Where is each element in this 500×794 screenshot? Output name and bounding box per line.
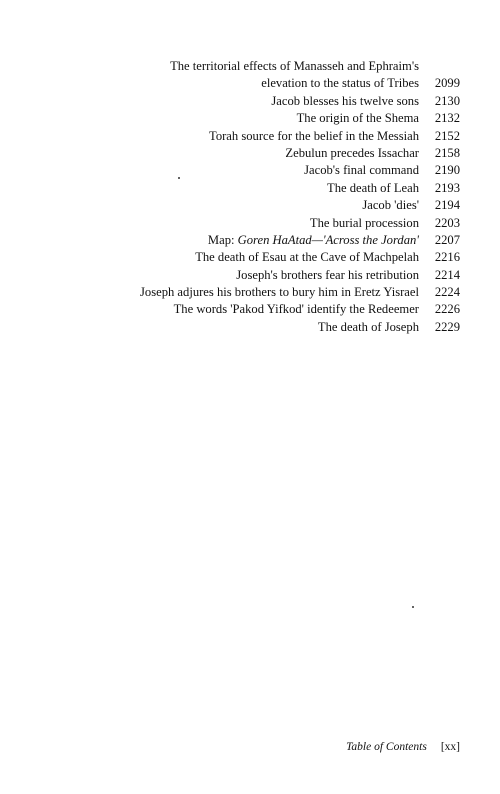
- toc-entry: [60, 145, 460, 162]
- toc-entry: [60, 180, 460, 197]
- toc-entry-page: 2152: [434, 128, 460, 143]
- toc-entry-title: Jacob's final command: [304, 163, 419, 178]
- toc-entry-page: 2216: [434, 250, 460, 265]
- toc-entry-page: 2193: [434, 180, 460, 195]
- toc-entry: [60, 197, 460, 214]
- toc-entry-page: 2203: [434, 215, 460, 230]
- toc-entry-title: Joseph's brothers fear his retribution: [236, 267, 419, 282]
- toc-entry-title: Joseph adjures his brothers to bury him in Eretz Yisrael: [140, 285, 419, 300]
- toc-entry-page: 2214: [434, 267, 460, 282]
- scan-speck: [412, 606, 414, 608]
- toc-entry: [60, 301, 460, 318]
- toc-entry-page: 2158: [434, 145, 460, 160]
- toc-entry-title: Torah source for the belief in the Messiah: [209, 128, 419, 143]
- toc-entry-title: The territorial effects of Manasseh and Ephraim's: [170, 59, 419, 73]
- toc-entry-title: The words 'Pakod Yifkod' identify the Redeemer: [173, 302, 419, 317]
- toc-entry-page: 2130: [434, 93, 460, 108]
- toc-entry-title: Zebulun precedes Issachar: [285, 145, 419, 160]
- toc-entry-title: Jacob blesses his twelve sons: [271, 93, 419, 108]
- toc-entry-page: 2226: [434, 302, 460, 317]
- toc-entry: [60, 232, 460, 249]
- toc-entry-title: The death of Esau at the Cave of Machpelah: [195, 250, 419, 265]
- toc-entry-page: 2207: [434, 232, 460, 247]
- toc-entry-title: The origin of the Shema: [296, 111, 419, 126]
- page-footer: [300, 741, 460, 753]
- toc-entry: [60, 284, 460, 301]
- toc-entry-title: [60, 232, 419, 249]
- scan-speck: [178, 177, 180, 179]
- toc-entry-page: 2190: [434, 163, 460, 178]
- toc-entry-page: 2194: [434, 198, 460, 213]
- page-number: [xx]: [440, 741, 460, 753]
- toc-entry-page: 2229: [434, 319, 460, 334]
- toc-entry-title: The death of Joseph: [317, 319, 419, 334]
- toc-entry-title-italic: Goren HaAtad—'Across the Jordan': [237, 232, 419, 247]
- toc-entry: [60, 249, 460, 266]
- toc-entry: [60, 215, 460, 232]
- toc-entry-title: The death of Leah: [327, 180, 419, 195]
- toc-entry-title: Jacob 'dies': [362, 198, 419, 213]
- toc-entry-page: 2132: [434, 111, 460, 126]
- toc-entry-title: elevation to the status of Tribes: [261, 76, 419, 91]
- toc-entry-title-prefix: Map:: [207, 232, 238, 247]
- toc-entry: [60, 319, 460, 336]
- toc-entry: [60, 128, 460, 145]
- toc-entry-page: 2224: [434, 285, 460, 300]
- toc-entry: [60, 267, 460, 284]
- toc-entry: [60, 162, 460, 179]
- toc-entry: [60, 58, 460, 75]
- table-of-contents: [60, 58, 460, 336]
- toc-entry: [60, 110, 460, 127]
- toc-entry-title: The burial procession: [309, 215, 419, 230]
- toc-entry-page: 2099: [434, 76, 460, 91]
- toc-entry: [60, 75, 460, 92]
- toc-entry: [60, 93, 460, 110]
- running-footer-label: Table of Contents: [346, 741, 427, 753]
